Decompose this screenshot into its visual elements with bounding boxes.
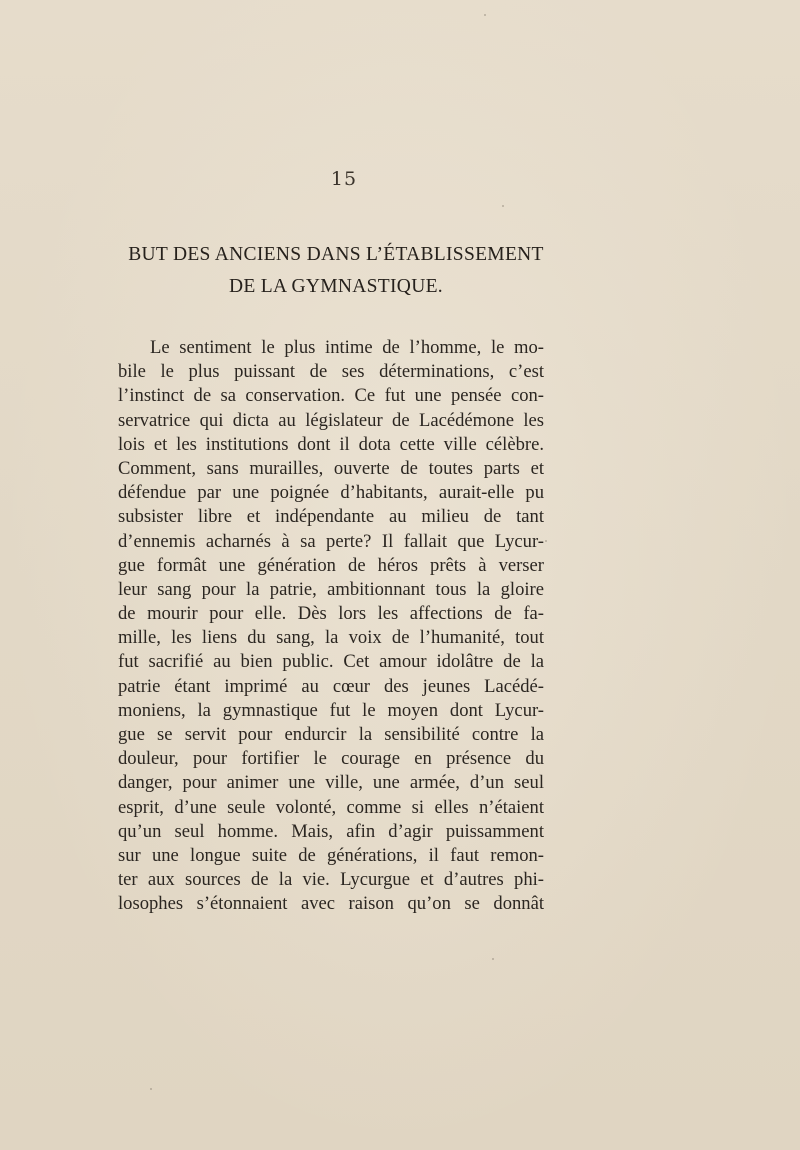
text-line: défendue par une poignée d’habitants, aurait-elle pu — [118, 482, 544, 504]
text-line: gue se servit pour endurcir la sensibilité contre la — [118, 724, 544, 745]
paper-speck — [492, 958, 494, 960]
text-line: d’ennemis acharnés à sa perte? Il fallait que Lycur- — [118, 530, 544, 552]
text-line: esprit, d’une seule volonté, comme si elles n’étaient — [118, 796, 544, 818]
text-line: bile le plus puissant de ses déterminations, c’est — [118, 361, 544, 383]
text-line: fut sacrifié au bien public. Cet amour idolâtre de la — [118, 651, 544, 673]
text-line: subsister libre et indépendante au milieu de tant — [118, 506, 544, 528]
text-line: l’instinct de sa conservation. Ce fut une pensée con- — [118, 385, 544, 407]
text-line: douleur, pour fortifier le courage en présence du — [118, 748, 544, 770]
text-line: leur sang pour la patrie, ambitionnant tous la gloire — [118, 578, 544, 600]
text-line: lois et les institutions dont il dota cette ville célèbre. — [118, 433, 544, 455]
text-line: Comment, sans murailles, ouverte de toutes parts et — [118, 457, 544, 479]
text-line: mille, les liens du sang, la voix de l’humanité, tout — [118, 627, 544, 649]
text-line: gue formât une génération de héros prêts à verser — [118, 554, 544, 576]
text-line: servatrice qui dicta au législateur de Lacédémone les — [118, 409, 544, 431]
page-number: 15 — [330, 168, 358, 190]
text-line: danger, pour animer une ville, une armée, d’un seul — [118, 772, 544, 794]
paper-speck — [484, 14, 486, 16]
text-line: sur une longue suite de générations, il faut remon- — [118, 844, 544, 866]
paper-speck — [150, 1088, 152, 1090]
text-line: patrie étant imprimé au cœur des jeunes Lacédé- — [118, 675, 544, 697]
text-line: de mourir pour elle. Dès lors les affections de fa- — [118, 603, 544, 625]
text-line: ter aux sources de la vie. Lycurgue et d’autres phi- — [118, 869, 544, 891]
text-line: qu’un seul homme. Mais, afin d’agir puissamment — [118, 820, 544, 842]
text-line: losophes s’étonnaient avec raison qu’on se donnât — [118, 893, 544, 915]
paper-speck — [502, 205, 504, 207]
text-line: Le sentiment le plus intime de l’homme, le mo- — [150, 337, 544, 358]
chapter-heading-line-1: BUT DES ANCIENS DANS L’ÉTABLISSEMENT — [128, 244, 544, 265]
text-line: moniens, la gymnastique fut le moyen dont Lycur- — [118, 699, 544, 721]
body-paragraph — [118, 336, 544, 917]
paper-speck — [545, 540, 547, 542]
chapter-heading-line-2: DE LA GYMNASTIQUE. — [229, 276, 443, 297]
